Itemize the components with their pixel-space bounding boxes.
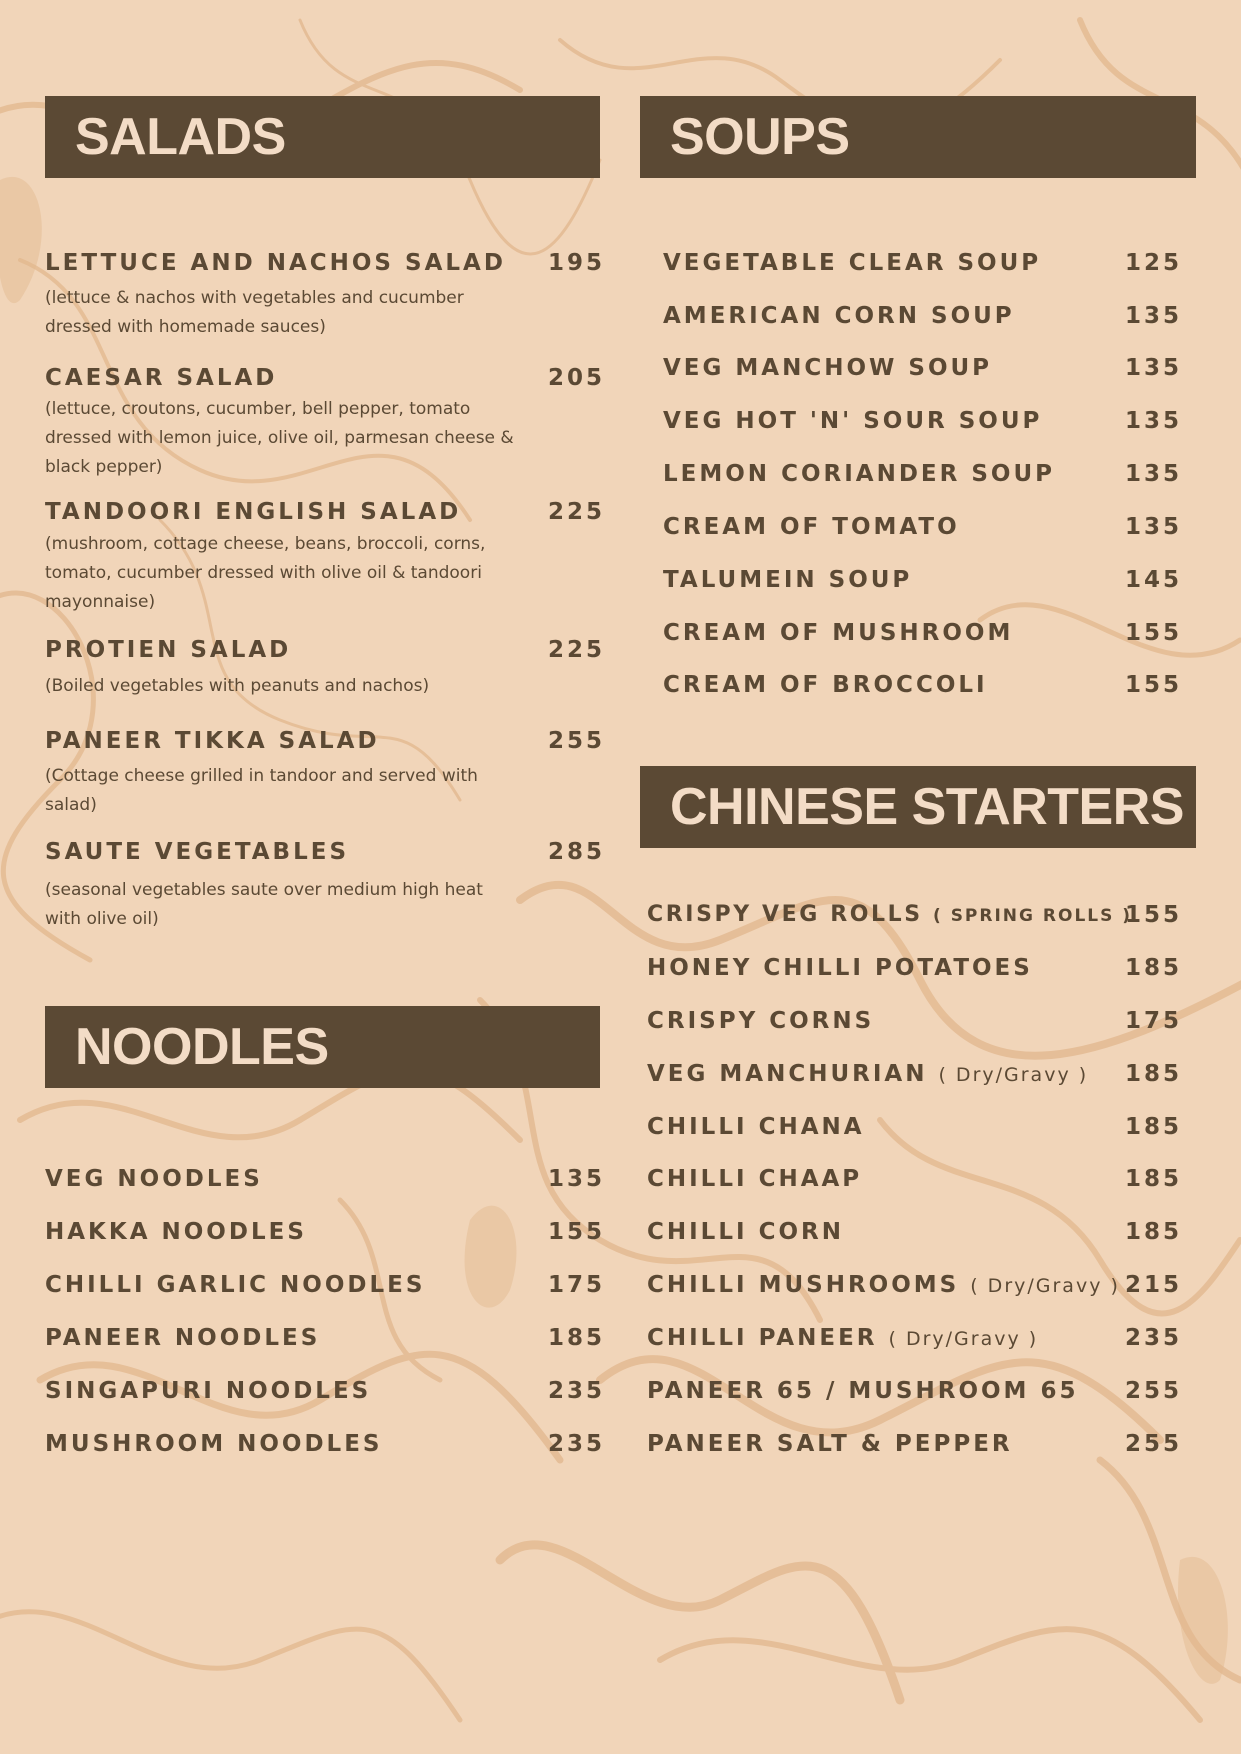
salad-item-desc: (Cottage cheese grilled in tandoor and served with salad)	[45, 766, 478, 815]
soup-item-price: 155	[1124, 672, 1182, 698]
noodle-item-name: HAKKA NOODLES	[45, 1219, 307, 1245]
noodle-item-price: 155	[547, 1219, 605, 1245]
salads-title: SALADS	[75, 108, 286, 166]
salad-item-name: SAUTE VEGETABLES	[45, 839, 350, 865]
salad-item-price: 225	[547, 637, 605, 663]
soup-item-price: 135	[1124, 514, 1182, 540]
starter-item-name	[647, 1112, 865, 1142]
starter-item-price: 185	[1124, 1061, 1182, 1087]
noodle-item-name: CHILLI GARLIC NOODLES	[45, 1272, 426, 1298]
noodle-item-name: PANEER NOODLES	[45, 1325, 321, 1351]
starter-item-price: 155	[1124, 902, 1182, 928]
soups-title: SOUPS	[670, 108, 850, 166]
starter-item-label: PANEER 65 / MUSHROOM 65	[647, 1378, 1079, 1404]
noodle-item-name: VEG NOODLES	[45, 1166, 263, 1192]
salad-item-name: TANDOORI ENGLISH SALAD	[45, 499, 462, 525]
salad-item-name: PROTIEN SALAD	[45, 637, 292, 663]
soup-item-price: 135	[1124, 408, 1182, 434]
starter-item-price: 185	[1124, 1219, 1182, 1245]
soup-item-name: CREAM OF MUSHROOM	[663, 620, 1014, 646]
noodle-item-price: 235	[547, 1378, 605, 1404]
starter-item-price: 185	[1124, 1114, 1182, 1140]
starter-item-name	[647, 1059, 1088, 1090]
soup-item-name: VEG MANCHOW SOUP	[663, 355, 993, 381]
salad-item-price: 195	[547, 250, 605, 276]
soup-item-price: 135	[1124, 355, 1182, 381]
salad-item-price: 255	[547, 728, 605, 754]
starter-item-suffix: ( SPRING ROLLS )	[933, 906, 1133, 926]
starter-item-name	[647, 1006, 874, 1036]
salad-item-desc: (lettuce, croutons, cucumber, bell pepper, tomato dressed with lemon juice, olive oil, parmesan cheese & black pepper)	[45, 399, 514, 477]
noodle-item-price: 235	[547, 1431, 605, 1457]
starter-item-name	[647, 1323, 1038, 1354]
starter-item-price: 175	[1124, 1008, 1182, 1034]
soups-header	[640, 96, 1196, 178]
salad-item-desc: (Boiled vegetables with peanuts and nachos)	[45, 676, 430, 696]
noodle-item-price: 185	[547, 1325, 605, 1351]
starter-item-label: CRISPY CORNS	[647, 1008, 875, 1034]
chinese-starters-title: CHINESE STARTERS	[670, 778, 1184, 836]
starter-item-name	[647, 953, 1033, 983]
soup-item-name: VEGETABLE CLEAR SOUP	[663, 250, 1042, 276]
soup-item-name: VEG HOT 'N' SOUR SOUP	[663, 408, 1043, 434]
soup-item-name: LEMON CORIANDER SOUP	[663, 461, 1055, 487]
starter-item-name	[647, 1217, 844, 1247]
starter-item-suffix: ( Dry/Gravy )	[888, 1328, 1039, 1350]
starter-item-label: HONEY CHILLI POTATOES	[647, 955, 1033, 981]
starter-item-suffix: ( Dry/Gravy )	[938, 1064, 1089, 1086]
starter-item-label: PANEER SALT & PEPPER	[647, 1431, 1013, 1457]
salad-item-price: 285	[547, 839, 605, 865]
starter-item-name	[647, 1270, 1120, 1301]
starter-item-price: 185	[1124, 955, 1182, 981]
starter-item-label: CHILLI CORN	[647, 1219, 844, 1245]
noodle-item-name: MUSHROOM NOODLES	[45, 1431, 383, 1457]
starter-item-label: CHILLI CHAAP	[647, 1166, 863, 1192]
starter-item-label: VEG MANCHURIAN	[647, 1061, 928, 1087]
starter-item-price: 255	[1124, 1378, 1182, 1404]
starter-item-name	[647, 900, 1132, 931]
soup-item-name: CREAM OF TOMATO	[663, 514, 960, 540]
soup-item-price: 135	[1124, 461, 1182, 487]
starter-item-price: 255	[1124, 1431, 1182, 1457]
salad-item-desc: (seasonal vegetables saute over medium high heat with olive oil)	[45, 880, 483, 929]
noodles-title: NOODLES	[75, 1018, 329, 1076]
salad-item-name: LETTUCE AND NACHOS SALAD	[45, 250, 506, 276]
starter-item-name	[647, 1376, 1078, 1406]
salad-item-price: 225	[547, 499, 605, 525]
noodle-item-price: 135	[547, 1166, 605, 1192]
starter-item-label: CHILLI PANEER	[647, 1325, 878, 1351]
soup-item-price: 155	[1124, 620, 1182, 646]
salad-item-name: CAESAR SALAD	[45, 365, 278, 391]
noodle-item-price: 175	[547, 1272, 605, 1298]
starter-item-label: CHILLI CHANA	[647, 1114, 865, 1140]
soup-item-name: TALUMEIN SOUP	[663, 567, 913, 593]
soup-item-price: 135	[1124, 303, 1182, 329]
starter-item-price: 185	[1124, 1166, 1182, 1192]
chinese-starters-header	[640, 766, 1196, 848]
soup-item-name: CREAM OF BROCCOLI	[663, 672, 988, 698]
salad-item-desc: (mushroom, cottage cheese, beans, broccoli, corns, tomato, cucumber dressed with olive oil & tandoori mayonnaise)	[45, 534, 486, 612]
noodle-item-name: SINGAPURI NOODLES	[45, 1378, 372, 1404]
soup-item-price: 145	[1124, 567, 1182, 593]
soup-item-name: AMERICAN CORN SOUP	[663, 303, 1015, 329]
salad-item-name: PANEER TIKKA SALAD	[45, 728, 380, 754]
salad-item-price: 205	[547, 365, 605, 391]
starter-item-label: CRISPY VEG ROLLS	[647, 902, 923, 927]
starter-item-price: 235	[1124, 1325, 1182, 1351]
soup-item-price: 125	[1124, 250, 1182, 276]
noodles-header	[45, 1006, 600, 1088]
starter-item-name	[647, 1164, 862, 1194]
starter-item-price: 215	[1124, 1272, 1182, 1298]
salads-header	[45, 96, 600, 178]
starter-item-name	[647, 1429, 1013, 1459]
starter-item-suffix: ( Dry/Gravy )	[970, 1275, 1120, 1297]
salad-item-desc: (lettuce & nachos with vegetables and cucumber dressed with homemade sauces)	[45, 288, 464, 337]
starter-item-label: CHILLI MUSHROOMS	[647, 1272, 960, 1298]
